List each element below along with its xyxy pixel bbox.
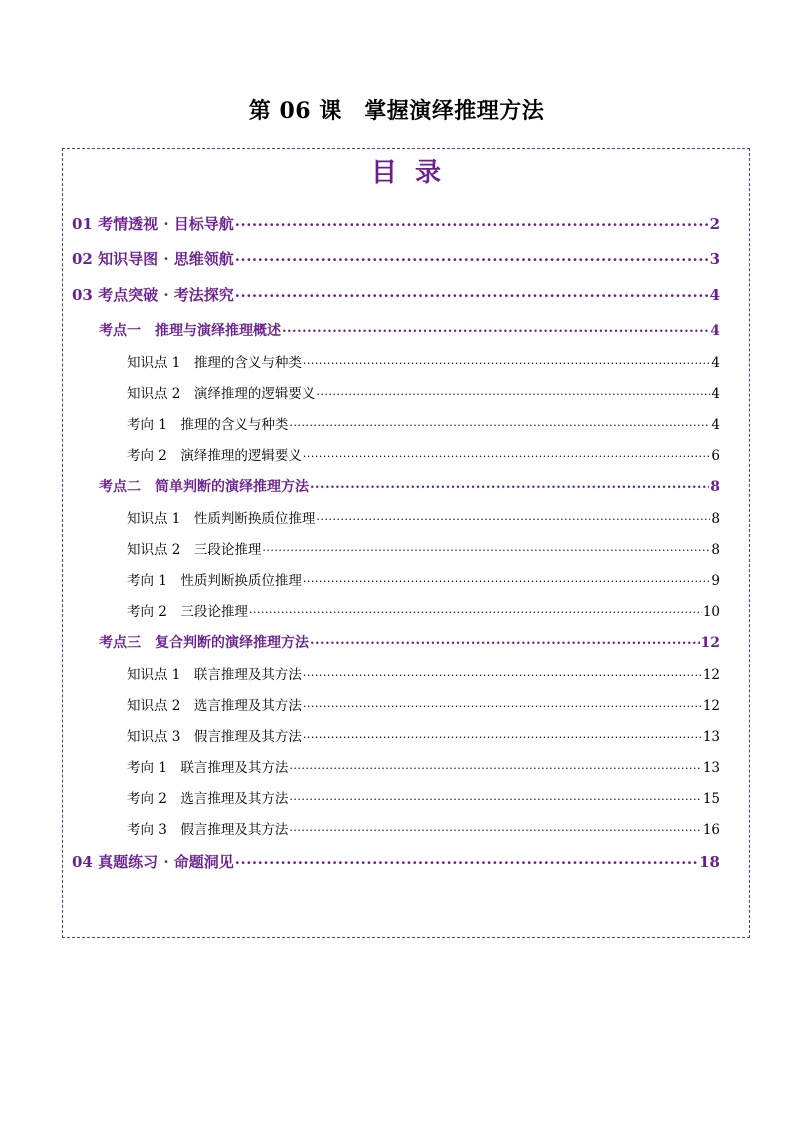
toc-entry-label: 知识点 1 性质判断换质位推理 xyxy=(127,511,316,527)
toc-entry-page-number: 15 xyxy=(702,791,720,807)
toc-dot-leader xyxy=(310,633,700,648)
toc-dot-leader xyxy=(316,385,710,398)
toc-entry-label: 04 真题练习 · 命题洞见 xyxy=(72,853,234,871)
toc-entry-label: 考点三 复合判断的演绎推理方法 xyxy=(99,635,309,651)
toc-entry-page-number: 4 xyxy=(709,286,720,304)
toc-item-entry[interactable] xyxy=(127,787,720,807)
toc-subsection-entry[interactable] xyxy=(99,632,720,652)
toc-entry-page-number: 4 xyxy=(711,417,720,433)
toc-entry-page-number: 10 xyxy=(702,604,720,620)
toc-entry-page-number: 12 xyxy=(700,635,720,651)
toc-entry-label: 考向 2 三段论推理 xyxy=(127,604,248,620)
toc-subsection-entry[interactable] xyxy=(99,320,720,340)
toc-dot-leader xyxy=(303,697,702,710)
toc-entry-page-number: 12 xyxy=(702,667,720,683)
toc-entry-label: 知识点 1 联言推理及其方法 xyxy=(127,667,302,683)
toc-entry-label: 考向 1 联言推理及其方法 xyxy=(127,760,289,776)
toc-entry-page-number: 8 xyxy=(710,479,720,495)
toc-entry-label: 知识点 3 假言推理及其方法 xyxy=(127,729,302,745)
toc-entry-label: 知识点 1 推理的含义与种类 xyxy=(127,355,302,371)
toc-entry-label: 02 知识导图 · 思维领航 xyxy=(72,250,234,268)
toc-item-entry[interactable] xyxy=(127,351,720,371)
toc-item-entry[interactable] xyxy=(127,569,720,589)
toc-subsection-entry[interactable] xyxy=(99,476,720,496)
toc-entry-page-number: 6 xyxy=(711,448,720,464)
toc-entry-page-number: 4 xyxy=(711,355,720,371)
toc-dot-leader xyxy=(289,759,701,772)
toc-item-entry[interactable] xyxy=(127,507,720,527)
toc-dot-leader xyxy=(289,821,701,834)
toc-entry-page-number: 16 xyxy=(702,822,720,838)
toc-entry-label: 03 考点突破 · 考法探究 xyxy=(72,286,234,304)
toc-heading: 目录 xyxy=(370,158,459,188)
toc-entry-page-number: 8 xyxy=(711,511,720,527)
toc-entry-page-number: 3 xyxy=(709,250,720,268)
toc-entry-page-number: 18 xyxy=(699,853,720,871)
toc-dot-leader xyxy=(235,247,709,265)
toc-item-entry[interactable] xyxy=(127,818,720,838)
toc-item-entry[interactable] xyxy=(127,600,720,620)
toc-entry-page-number: 8 xyxy=(711,542,720,558)
toc-dot-leader xyxy=(235,212,709,230)
toc-entry-page-number: 2 xyxy=(709,215,720,233)
toc-dot-leader xyxy=(289,416,710,429)
toc-entry-page-number: 13 xyxy=(702,760,720,776)
page-title: 第 06 课 掌握演绎推理方法 xyxy=(248,98,545,124)
toc-item-entry[interactable] xyxy=(127,413,720,433)
toc-entry-label: 考向 1 性质判断换质位推理 xyxy=(127,573,302,589)
toc-entry-page-number: 12 xyxy=(702,698,720,714)
toc-entry-label: 知识点 2 演绎推理的逻辑要义 xyxy=(127,386,316,402)
toc-entry-label: 考点二 简单判断的演绎推理方法 xyxy=(99,479,309,495)
toc-entry-label: 知识点 2 选言推理及其方法 xyxy=(127,698,302,714)
toc-item-entry[interactable] xyxy=(127,663,720,683)
toc-entry-page-number: 9 xyxy=(711,573,720,589)
toc-entry-page-number: 4 xyxy=(711,386,720,402)
toc-item-entry[interactable] xyxy=(127,694,720,714)
toc-entry-label: 考向 2 选言推理及其方法 xyxy=(127,791,289,807)
toc-item-entry[interactable] xyxy=(127,538,720,558)
toc-dot-leader xyxy=(303,728,702,741)
toc-dot-leader xyxy=(310,477,709,492)
toc-entry-label: 考点一 推理与演绎推理概述 xyxy=(99,323,281,339)
toc-section-entry[interactable] xyxy=(72,851,720,872)
toc-dot-leader xyxy=(303,666,702,679)
toc-entry-label: 考向 3 假言推理及其方法 xyxy=(127,822,289,838)
toc-entry-label: 考向 1 推理的含义与种类 xyxy=(127,417,289,433)
toc-dot-leader xyxy=(262,541,710,554)
toc-dot-leader xyxy=(235,283,709,301)
toc-dot-leader xyxy=(282,321,709,336)
toc-entry-label: 知识点 2 三段论推理 xyxy=(127,542,262,558)
toc-dot-leader xyxy=(303,447,711,460)
toc-section-entry[interactable] xyxy=(72,213,720,234)
toc-entry-label: 01 考情透视 · 目标导航 xyxy=(72,215,234,233)
toc-dot-leader xyxy=(316,510,710,523)
toc-dot-leader xyxy=(289,790,701,803)
toc-entry-page-number: 13 xyxy=(702,729,720,745)
toc-item-entry[interactable] xyxy=(127,444,720,464)
toc-item-entry[interactable] xyxy=(127,725,720,745)
toc-section-entry[interactable] xyxy=(72,248,720,269)
toc-dot-leader xyxy=(235,850,698,868)
toc-section-entry[interactable] xyxy=(72,284,720,305)
toc-entry-page-number: 4 xyxy=(710,323,720,339)
toc-frame xyxy=(62,148,750,938)
toc-dot-leader xyxy=(303,572,711,585)
toc-entry-label: 考向 2 演绎推理的逻辑要义 xyxy=(127,448,302,464)
toc-item-entry[interactable] xyxy=(127,382,720,402)
toc-dot-leader xyxy=(303,354,711,367)
toc-dot-leader xyxy=(249,603,702,616)
toc-item-entry[interactable] xyxy=(127,756,720,776)
